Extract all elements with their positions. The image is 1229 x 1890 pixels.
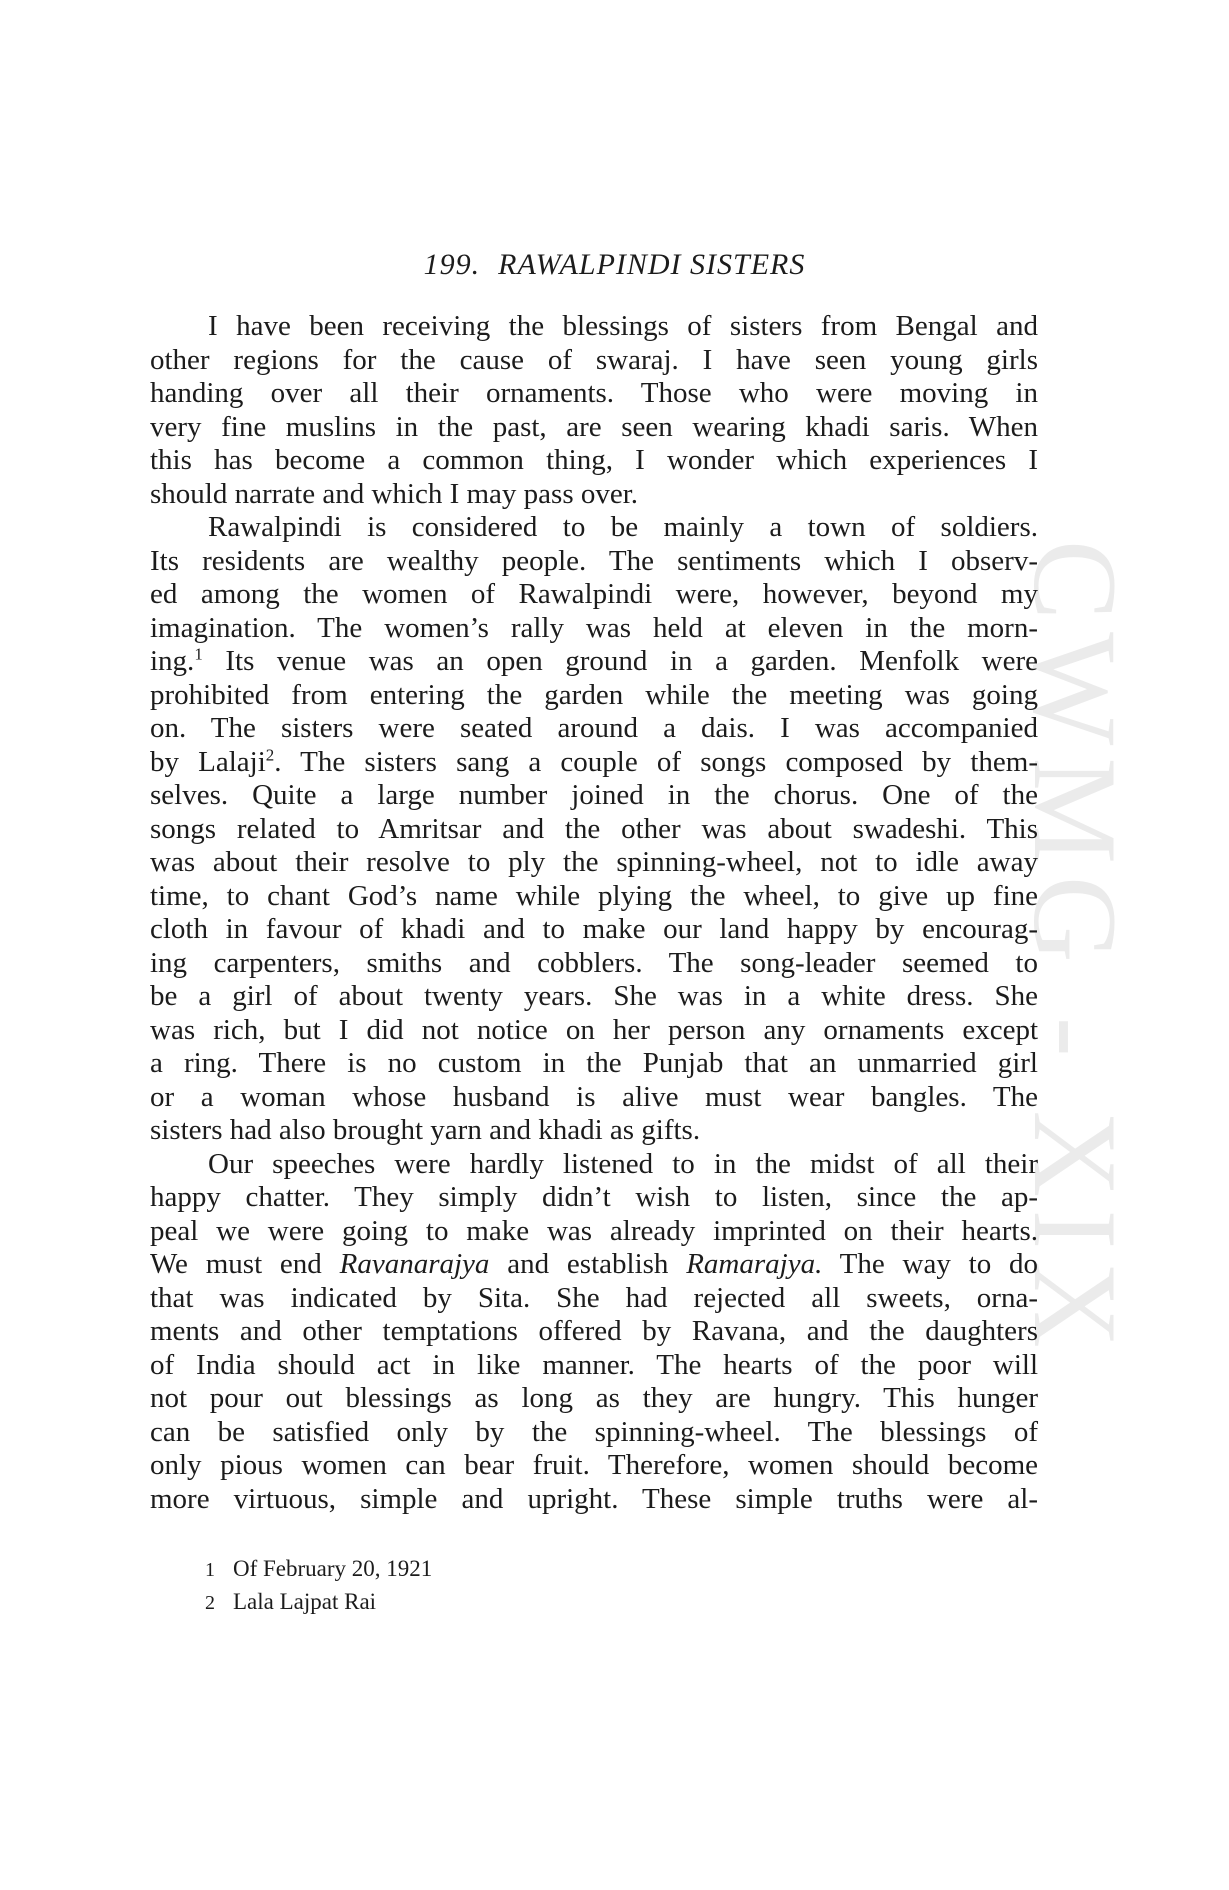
text-fragment: Its venue was an open ground in a garden. Menfolk were [202, 645, 1038, 677]
text-fragment: The way to do [822, 1248, 1039, 1280]
paragraph-3 [150, 1148, 1038, 1517]
paragraph-1 [150, 310, 1038, 511]
text-line: Our speeches were hardly listened to in the midst of all their [208, 1147, 1038, 1180]
footnote-mark: 2 [205, 1592, 215, 1614]
text-line: I have been receiving the blessings of sisters from Bengal and [208, 310, 1038, 342]
text-line [150, 746, 1038, 780]
text-line: ing carpenters, smiths and cobblers. The song-leader seemed to [150, 946, 1038, 979]
footnote-ref-1: 1 [194, 644, 203, 664]
text-line: of India should act in like manner. The hearts of the poor will [150, 1348, 1038, 1381]
footnote-mark: 1 [205, 1559, 215, 1581]
footnote-text: Lala Lajpat Rai [233, 1589, 377, 1614]
footnotes [205, 1553, 805, 1619]
text-line: Its residents are wealthy people. The sentiments which I observ- [150, 544, 1038, 577]
text-line: should narrate and which I may pass over. [150, 477, 639, 510]
text-line: was rich, but I did not notice on her person any ornaments except [150, 1013, 1038, 1046]
text-line: that was indicated by Sita. She had rejected all sweets, orna- [150, 1281, 1038, 1314]
text-fragment: by Lalaji [150, 745, 266, 778]
text-fragment: and establish [489, 1248, 687, 1280]
italic-term: Ravanarajya [339, 1248, 490, 1280]
text-line: only pious women can bear fruit. Therefore, women should become [150, 1449, 1038, 1481]
article-number: 199. [423, 248, 481, 281]
article-heading [0, 248, 1229, 282]
text-line: peal we were going to make was already imprinted on their hearts. [150, 1214, 1038, 1247]
text-line: time, to chant God’s name while plying the wheel, to give up fine [150, 879, 1038, 912]
paragraph-2 [150, 511, 1038, 1148]
text-line: happy chatter. They simply didn’t wish to listen, since the ap- [150, 1181, 1038, 1213]
text-line: can be satisfied only by the spinning-wheel. The blessings of [150, 1415, 1038, 1448]
text-line: other regions for the cause of swaraj. I have seen young girls [150, 343, 1038, 376]
text-line: not pour out blessings as long as they are hungry. This hunger [150, 1382, 1038, 1414]
text-line: be a girl of about twenty years. She was in a white dress. She [150, 980, 1038, 1012]
footnote-ref-2: 2 [265, 744, 275, 764]
text-fragment: . The sisters sang a couple of songs composed by them- [274, 745, 1038, 778]
text-line: ments and other temptations offered by Ravana, and the daughters [150, 1315, 1038, 1347]
text-line: prohibited from entering the garden while the meeting was going [150, 678, 1038, 711]
text-line [150, 645, 1038, 679]
text-line: very fine muslins in the past, are seen wearing khadi saris. When [150, 410, 1038, 443]
text-line: cloth in favour of khadi and to make our land happy by encourag- [150, 913, 1038, 945]
text-line: or a woman whose husband is alive must wear bangles. The [150, 1080, 1038, 1113]
text-fragment: ing. [150, 645, 195, 677]
article-title: RAWALPINDI SISTERS [498, 248, 806, 281]
article-body [150, 310, 1038, 1516]
text-line: on. The sisters were seated around a dais. I was accompanied [150, 712, 1038, 744]
text-line: ed among the women of Rawalpindi were, however, beyond my [150, 578, 1038, 610]
footnote-2 [205, 1586, 805, 1619]
text-fragment: We must end [150, 1248, 340, 1280]
text-line: Rawalpindi is considered to be mainly a town of soldiers. [208, 511, 1038, 543]
text-line: songs related to Amritsar and the other was about swadeshi. This [150, 812, 1038, 845]
italic-term: Ramarajya. [686, 1248, 823, 1280]
footnote-text: Of February 20, 1921 [233, 1556, 433, 1581]
text-line: was about their resolve to ply the spinning-wheel, not to idle away [150, 846, 1038, 878]
footnote-1 [205, 1553, 805, 1586]
text-line [150, 1248, 1038, 1282]
text-line: handing over all their ornaments. Those who were moving in [150, 377, 1038, 409]
text-line: a ring. There is no custom in the Punjab that an unmarried girl [150, 1047, 1038, 1079]
text-line: selves. Quite a large number joined in the chorus. One of the [150, 779, 1038, 811]
watermark-text: CWMG - XIX [1009, 540, 1142, 1360]
text-line: more virtuous, simple and upright. These simple truths were al- [150, 1482, 1038, 1515]
text-line: this has become a common thing, I wonder which experiences I [150, 444, 1038, 476]
text-line: sisters had also brought yarn and khadi as gifts. [150, 1114, 701, 1146]
text-line: imagination. The women’s rally was held at eleven in the morn- [150, 611, 1038, 644]
